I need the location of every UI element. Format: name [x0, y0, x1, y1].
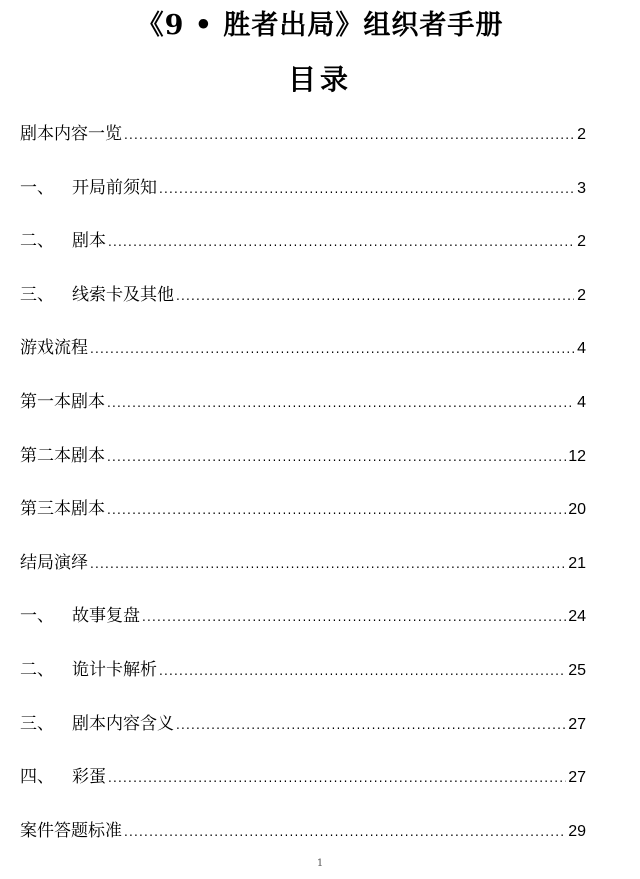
toc-entry[interactable]: [20, 332, 586, 386]
toc-dot-leader: [107, 494, 566, 526]
toc-dot-leader: [142, 601, 566, 633]
toc-dot-leader: [108, 762, 566, 794]
toc-entry-page: 20: [568, 501, 586, 519]
toc-entry-page: 27: [568, 769, 586, 787]
toc-dot-leader: [90, 333, 574, 365]
toc-entry-text: 诡计卡解析: [72, 659, 157, 680]
toc-entry[interactable]: [20, 493, 586, 547]
toc-entry-text: 第三本剧本: [20, 499, 105, 520]
toc-entry-number: 一、: [20, 177, 54, 198]
toc-entry-number: 三、: [20, 713, 54, 734]
toc-dot-leader: [107, 441, 566, 473]
toc-dot-leader: [176, 280, 574, 312]
toc-entry-number: 一、: [20, 606, 54, 627]
toc-entry-text: 线索卡及其他: [72, 284, 174, 305]
toc-entry-page: 2: [577, 126, 586, 143]
toc-entry-page: 3: [577, 179, 586, 197]
toc-entry[interactable]: [20, 761, 586, 815]
toc-dot-leader: [124, 119, 574, 151]
toc-entry-page: 12: [568, 447, 586, 465]
toc-dot-leader: [124, 816, 566, 848]
toc-entry[interactable]: [20, 172, 586, 226]
toc-entry[interactable]: [20, 600, 586, 654]
toc-dot-leader: [159, 655, 566, 687]
toc-entry-text: 第一本剧本: [20, 391, 105, 412]
toc-entry[interactable]: [20, 547, 586, 601]
toc-entry-page: 27: [568, 715, 586, 733]
table-of-contents: [20, 118, 586, 868]
toc-entry-text: 彩蛋: [72, 767, 106, 788]
toc-dot-leader: [90, 548, 566, 580]
toc-entry[interactable]: [20, 225, 586, 279]
toc-entry-page: 24: [568, 608, 586, 626]
toc-entry[interactable]: [20, 654, 586, 708]
toc-entry[interactable]: [20, 386, 586, 440]
toc-entry-text: 剧本: [72, 231, 106, 252]
toc-dot-leader: [159, 173, 574, 205]
toc-entry-text: 开局前须知: [72, 177, 157, 198]
toc-entry[interactable]: [20, 279, 586, 333]
toc-entry-text: 剧本内容一览: [20, 124, 122, 144]
toc-entry-number: 二、: [20, 231, 54, 252]
toc-dot-leader: [107, 387, 574, 419]
page-number: 1: [316, 858, 324, 869]
toc-entry-number: 四、: [20, 767, 54, 788]
toc-entry[interactable]: [20, 118, 586, 172]
toc-heading: 目录: [287, 63, 352, 96]
toc-entry-text: 游戏流程: [20, 338, 88, 359]
toc-dot-leader: [108, 226, 574, 258]
toc-entry-number: 三、: [20, 284, 54, 305]
toc-entry-text: 案件答题标准: [20, 820, 122, 841]
toc-entry-text: 故事复盘: [72, 606, 140, 627]
toc-dot-leader: [176, 709, 566, 741]
document-title: 《9 • 胜者出局》组织者手册: [136, 10, 504, 41]
toc-entry[interactable]: [20, 440, 586, 494]
toc-entry-page: 29: [568, 822, 586, 840]
toc-entry-text: 第二本剧本: [20, 445, 105, 466]
toc-entry-page: 2: [577, 286, 586, 304]
toc-entry-number: 二、: [20, 659, 54, 680]
toc-entry-page: 2: [577, 233, 586, 251]
toc-entry-text: 结局演绎: [20, 552, 88, 573]
toc-entry-text: 剧本内容含义: [72, 713, 174, 734]
toc-entry-page: 21: [568, 554, 586, 572]
toc-entry-page: 25: [568, 661, 586, 679]
toc-entry-page: 4: [577, 340, 586, 358]
toc-entry-page: 4: [577, 393, 586, 411]
toc-entry[interactable]: [20, 708, 586, 762]
